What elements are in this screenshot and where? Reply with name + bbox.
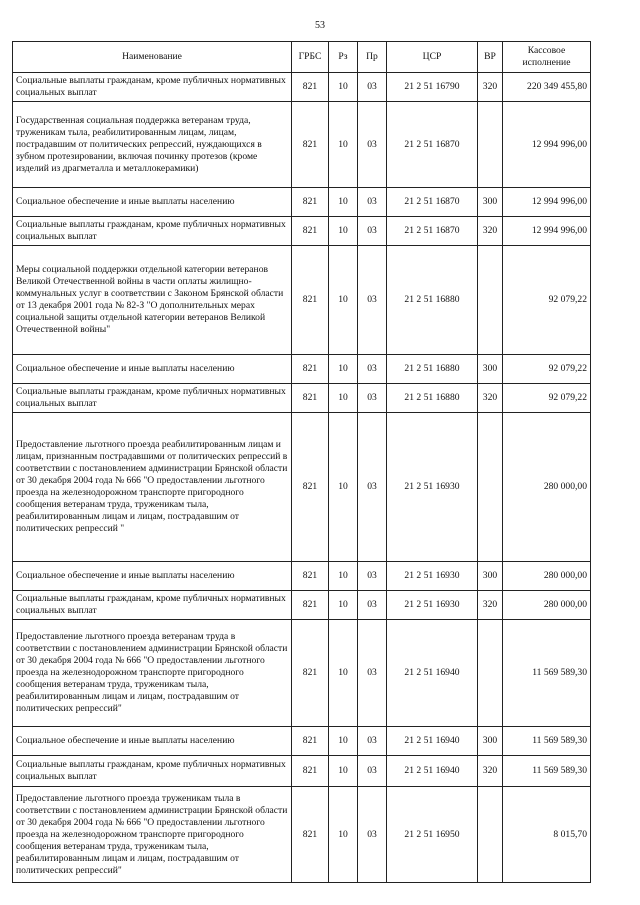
row-pr: 03 — [358, 756, 387, 787]
row-grbs: 821 — [292, 787, 329, 883]
row-amount: 11 569 589,30 — [503, 620, 591, 727]
row-grbs: 821 — [292, 413, 329, 562]
row-name: Социальное обеспечение и иные выплаты населению — [13, 562, 292, 591]
row-csr: 21 2 51 16940 — [387, 756, 478, 787]
header-rz: Рз — [329, 42, 358, 73]
header-pr: Пр — [358, 42, 387, 73]
row-amount: 12 994 996,00 — [503, 102, 591, 188]
header-csr: ЦСР — [387, 42, 478, 73]
row-rz: 10 — [329, 102, 358, 188]
row-vr: 320 — [478, 217, 503, 246]
table-row — [13, 102, 591, 188]
row-csr: 21 2 51 16870 — [387, 102, 478, 188]
row-rz: 10 — [329, 384, 358, 413]
row-name: Предоставление льготного проезда реабилитированным лицам и лицам, признанным пострадавшими от политических репрессий в соответствии с постановлением администрации Брянской области от 30 декабря 2004 года № 666 "О предоставлении льготного проезда на железнодорожном транспорте пригородного сообщения ветеранам труда, труженикам тыла, реабилитированным лицам и лицам, пострадавшим от политических репрессий " — [13, 413, 292, 562]
row-grbs: 821 — [292, 73, 329, 102]
row-rz: 10 — [329, 727, 358, 756]
table-row — [13, 217, 591, 246]
table-row — [13, 246, 591, 355]
row-grbs: 821 — [292, 727, 329, 756]
row-name: Предоставление льготного проезда ветеранам труда в соответствии с постановлением администрации Брянской области от 30 декабря 2004 года № 666 "О предоставлении льготного проезда на железнодорожном транспорте пригородного сообщения ветеранам труда, труженикам тыла, реабилитированным лицам и лицам, пострадавшим от политических репрессий" — [13, 620, 292, 727]
row-name: Социальные выплаты гражданам, кроме публичных нормативных социальных выплат — [13, 73, 292, 102]
table-row — [13, 413, 591, 562]
row-name: Социальное обеспечение и иные выплаты населению — [13, 355, 292, 384]
row-vr: 300 — [478, 355, 503, 384]
row-pr: 03 — [358, 787, 387, 883]
row-vr: 320 — [478, 73, 503, 102]
row-csr: 21 2 51 16880 — [387, 384, 478, 413]
row-amount: 92 079,22 — [503, 246, 591, 355]
row-csr: 21 2 51 16870 — [387, 217, 478, 246]
budget-execution-table — [12, 41, 591, 883]
row-amount: 280 000,00 — [503, 562, 591, 591]
row-vr: 300 — [478, 188, 503, 217]
row-rz: 10 — [329, 217, 358, 246]
header-name: Наименование — [13, 42, 292, 73]
row-csr: 21 2 51 16880 — [387, 355, 478, 384]
row-vr — [478, 413, 503, 562]
row-csr: 21 2 51 16880 — [387, 246, 478, 355]
row-vr: 320 — [478, 756, 503, 787]
row-pr: 03 — [358, 246, 387, 355]
row-name: Социальные выплаты гражданам, кроме публичных нормативных социальных выплат — [13, 217, 292, 246]
row-grbs: 821 — [292, 188, 329, 217]
row-rz: 10 — [329, 591, 358, 620]
row-amount: 220 349 455,80 — [503, 73, 591, 102]
row-name: Меры социальной поддержки отдельной категории ветеранов Великой Отечественной войны в части оплаты жилищно-коммунальных услуг в соответствии с Законом Брянской области от 13 декабря 2001 года № 82-З "О дополнительных мерах социальной защиты отдельной категории ветеранов Великой Отечественной войны" — [13, 246, 292, 355]
row-rz: 10 — [329, 246, 358, 355]
row-pr: 03 — [358, 413, 387, 562]
row-grbs: 821 — [292, 562, 329, 591]
table-row — [13, 188, 591, 217]
row-csr: 21 2 51 16940 — [387, 727, 478, 756]
table-row — [13, 756, 591, 787]
row-grbs: 821 — [292, 384, 329, 413]
row-csr: 21 2 51 16940 — [387, 620, 478, 727]
row-name: Социальные выплаты гражданам, кроме публичных нормативных социальных выплат — [13, 591, 292, 620]
row-amount: 280 000,00 — [503, 413, 591, 562]
row-vr: 320 — [478, 384, 503, 413]
row-grbs: 821 — [292, 355, 329, 384]
row-csr: 21 2 51 16790 — [387, 73, 478, 102]
row-rz: 10 — [329, 413, 358, 562]
row-grbs: 821 — [292, 102, 329, 188]
row-csr: 21 2 51 16930 — [387, 562, 478, 591]
row-name: Предоставление льготного проезда труженикам тыла в соответствии с постановлением администрации Брянской области от 30 декабря 2004 года № 666 "О предоставлении льготного проезда на железнодорожном транспорте пригородного сообщения ветеранам труда, труженикам тыла, реабилитированным лицам и лицам, пострадавшим от политических репрессий" — [13, 787, 292, 883]
row-amount: 280 000,00 — [503, 591, 591, 620]
row-pr: 03 — [358, 562, 387, 591]
row-csr: 21 2 51 16950 — [387, 787, 478, 883]
table-row — [13, 727, 591, 756]
row-rz: 10 — [329, 188, 358, 217]
row-pr: 03 — [358, 727, 387, 756]
row-name: Социальные выплаты гражданам, кроме публичных нормативных социальных выплат — [13, 384, 292, 413]
row-amount: 11 569 589,30 — [503, 727, 591, 756]
header-grbs: ГРБС — [292, 42, 329, 73]
header-vr: ВР — [478, 42, 503, 73]
table-row — [13, 591, 591, 620]
row-amount: 8 015,70 — [503, 787, 591, 883]
row-vr — [478, 102, 503, 188]
row-name: Социальные выплаты гражданам, кроме публичных нормативных социальных выплат — [13, 756, 292, 787]
row-rz: 10 — [329, 756, 358, 787]
row-amount: 11 569 589,30 — [503, 756, 591, 787]
row-grbs: 821 — [292, 591, 329, 620]
row-amount: 92 079,22 — [503, 384, 591, 413]
row-rz: 10 — [329, 620, 358, 727]
row-vr: 300 — [478, 562, 503, 591]
table-row — [13, 620, 591, 727]
row-pr: 03 — [358, 384, 387, 413]
row-pr: 03 — [358, 102, 387, 188]
row-csr: 21 2 51 16930 — [387, 413, 478, 562]
row-name: Государственная социальная поддержка ветеранам труда, труженикам тыла, реабилитированным лицам, лицам, пострадавшим от политических репрессий, нуждающихся в зубном протезировании, включая починку протезов (кроме изделий из драгметалла и металлокерамики) — [13, 102, 292, 188]
row-grbs: 821 — [292, 246, 329, 355]
row-pr: 03 — [358, 188, 387, 217]
row-vr — [478, 787, 503, 883]
table-row — [13, 384, 591, 413]
row-pr: 03 — [358, 591, 387, 620]
row-rz: 10 — [329, 355, 358, 384]
row-grbs: 821 — [292, 620, 329, 727]
page-number: 53 — [315, 20, 325, 31]
table-row — [13, 355, 591, 384]
row-vr — [478, 620, 503, 727]
row-grbs: 821 — [292, 217, 329, 246]
row-pr: 03 — [358, 73, 387, 102]
row-pr: 03 — [358, 217, 387, 246]
row-pr: 03 — [358, 355, 387, 384]
row-csr: 21 2 51 16930 — [387, 591, 478, 620]
row-vr — [478, 246, 503, 355]
row-rz: 10 — [329, 73, 358, 102]
row-rz: 10 — [329, 562, 358, 591]
row-amount: 12 994 996,00 — [503, 188, 591, 217]
row-name: Социальное обеспечение и иные выплаты населению — [13, 188, 292, 217]
row-amount: 12 994 996,00 — [503, 217, 591, 246]
table-row — [13, 787, 591, 883]
row-pr: 03 — [358, 620, 387, 727]
table-header-row — [13, 42, 591, 73]
row-grbs: 821 — [292, 756, 329, 787]
row-vr: 300 — [478, 727, 503, 756]
row-name: Социальное обеспечение и иные выплаты населению — [13, 727, 292, 756]
header-amount: Кассовое исполнение — [503, 42, 591, 73]
row-amount: 92 079,22 — [503, 355, 591, 384]
row-csr: 21 2 51 16870 — [387, 188, 478, 217]
row-rz: 10 — [329, 787, 358, 883]
table-row — [13, 562, 591, 591]
table-row — [13, 73, 591, 102]
row-vr: 320 — [478, 591, 503, 620]
